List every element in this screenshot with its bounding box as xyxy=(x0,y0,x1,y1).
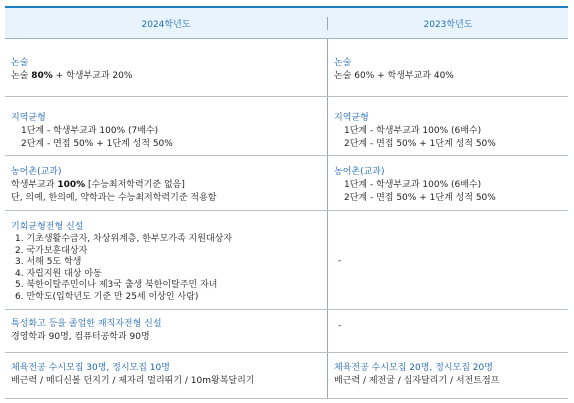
stage1-line: 1단계 - 학생부교과 100% (7배수) xyxy=(21,126,159,136)
stage2-line: 2단계 - 면접 50% + 1단계 성적 50% xyxy=(344,139,496,149)
section-title: 농어촌(교과) xyxy=(334,167,385,177)
text: 논술 xyxy=(11,71,32,81)
section-title: 체육전공 수시모집 30명, 정시모집 10명 xyxy=(11,363,170,373)
list-item: 2. 국가보훈대상자 xyxy=(15,245,88,256)
stage2-line: 2단계 - 면접 50% + 1단계 성적 50% xyxy=(21,139,173,149)
table-row-physical xyxy=(5,353,568,399)
physical-2023-line: 배근력 / 제전굴 / 십자달리기 / 서전트점프 xyxy=(334,376,500,386)
header-2024: 2024학년도 xyxy=(5,17,328,30)
stage1-line: 1단계 - 학생부교과 100% (6배수) xyxy=(344,126,482,136)
text: 학생부교과 xyxy=(11,180,58,190)
cell-2023-opportunity xyxy=(328,211,568,309)
comparison-table xyxy=(5,6,568,399)
cell-2023-essay xyxy=(328,39,568,96)
stage2-line: 2단계 - 면접 50% + 1단계 성적 50% xyxy=(344,193,496,203)
list-item: 3. 서해 5도 학생 xyxy=(15,257,82,267)
bold-value: 100% xyxy=(57,180,86,190)
list-item: 4. 자립지원 대상 아동 xyxy=(15,268,102,279)
cell-2024-vocational xyxy=(5,310,328,352)
cell-2023-regional xyxy=(328,97,568,155)
table-row-opportunity xyxy=(5,211,568,310)
list-item: 5. 북한이탈주민이나 제3국 출생 북한이탈주민 자녀 xyxy=(15,280,218,290)
header-2023: 2023학년도 xyxy=(423,19,473,30)
essay-2024-line xyxy=(11,70,321,83)
section-title: 지역균형 xyxy=(11,113,46,123)
list-item: 1. 기초생활수급자, 차상위계층, 한부모가족 지원대상자 xyxy=(15,234,233,244)
cell-2023-vocational xyxy=(328,310,568,352)
cell-2023-rural xyxy=(328,156,568,210)
table-row-regional xyxy=(5,97,568,156)
list-item: 6. 만학도(입학년도 기준 만 25세 이상인 사람) xyxy=(15,291,199,302)
cell-2023-physical xyxy=(328,353,568,398)
empty-dash: - xyxy=(338,321,342,331)
cell-2024-rural xyxy=(5,156,328,210)
empty-dash: - xyxy=(338,256,342,266)
text: + 학생부교과 20% xyxy=(52,71,133,81)
essay-2023-line: 논술 60% + 학생부교과 40% xyxy=(334,71,454,81)
cell-2024-essay xyxy=(5,39,328,96)
table-row-essay xyxy=(5,39,568,97)
section-title: 논술 xyxy=(334,58,352,68)
cell-2024-regional xyxy=(5,97,328,155)
rural-2024-line2: 단, 의예, 한의예, 약학과는 수능최저학력기준 적용함 xyxy=(11,193,217,203)
section-title: 특성화고 등을 졸업한 재직자전형 신설 xyxy=(11,319,162,329)
cell-2024-physical xyxy=(5,353,328,398)
table-header-row xyxy=(5,8,568,39)
vocational-2024-line: 경영학과 90명, 컴퓨터공학과 90명 xyxy=(11,332,150,342)
table-row-rural xyxy=(5,156,568,211)
rural-2024-line1 xyxy=(11,179,321,192)
text: [수능최저학력기준 없음] xyxy=(85,180,185,190)
section-title: 체육전공 수시모집 20명, 정시모집 20명 xyxy=(334,363,493,373)
physical-2024-line: 배근력 / 메디신볼 던지기 / 제자리 멀리뛰기 / 10m왕복달리기 xyxy=(11,376,255,386)
section-title: 농어촌(교과) xyxy=(11,167,62,177)
stage1-line: 1단계 - 학생부교과 100% (6배수) xyxy=(344,180,482,190)
section-title: 논술 xyxy=(11,58,29,68)
table-row-vocational xyxy=(5,310,568,353)
section-title: 지역균형 xyxy=(334,113,369,123)
cell-2024-opportunity xyxy=(5,211,328,309)
bold-value: 80% xyxy=(31,71,53,81)
section-title: 기회균형전형 신설 xyxy=(11,222,84,232)
